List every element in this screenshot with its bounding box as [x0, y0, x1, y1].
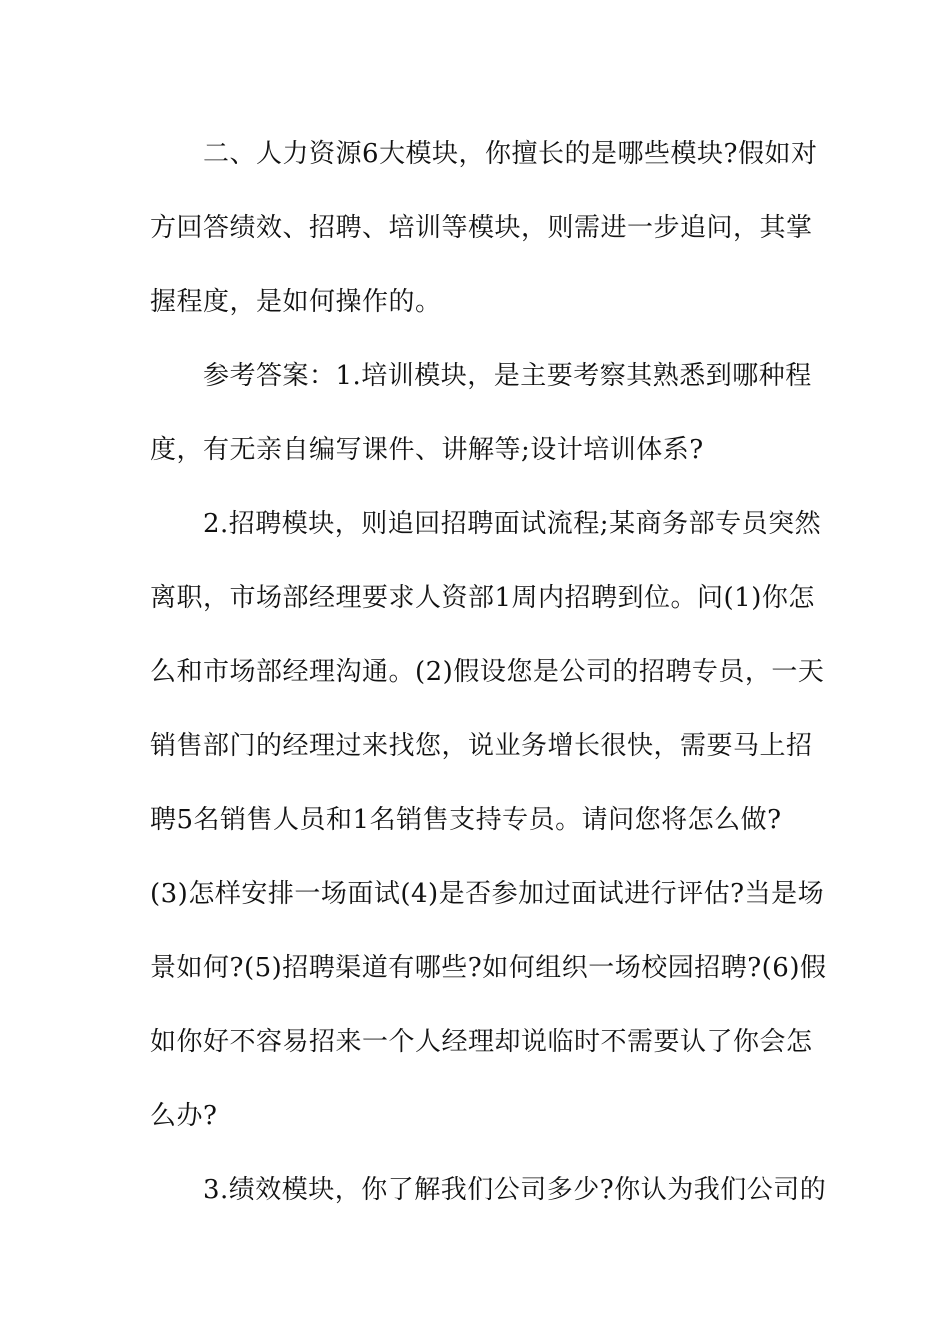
paragraph-3-line-5: 聘5名销售人员和1名销售支持专员。请问您将怎么做?	[150, 805, 782, 835]
paragraph-3-line-3: 么和市场部经理沟通。(2)假设您是公司的招聘专员，一天	[150, 657, 825, 687]
paragraph-1-line-2: 方回答绩效、招聘、培训等模块，则需进一步追问，其掌	[150, 213, 813, 243]
paragraph-3-line-7: 景如何?(5)招聘渠道有哪些?如何组织一场校园招聘?(6)假	[150, 953, 827, 983]
paragraph-2-line-2: 度，有无亲自编写课件、讲解等;设计培训体系?	[150, 435, 704, 465]
paragraph-3-line-6: (3)怎样安排一场面试(4)是否参加过面试进行评估?当是场	[150, 879, 825, 909]
paragraph-4-line-1: 3.绩效模块，你了解我们公司多少?你认为我们公司的	[203, 1175, 827, 1205]
paragraph-3-line-1: 2.招聘模块，则追回招聘面试流程;某商务部专员突然	[203, 509, 822, 539]
paragraph-3-line-9: 么办?	[150, 1101, 218, 1131]
paragraph-3-line-8: 如你好不容易招来一个人经理却说临时不需要认了你会怎	[150, 1027, 813, 1057]
paragraph-3-line-2: 离职，市场部经理要求人资部1周内招聘到位。问(1)你怎	[150, 583, 815, 613]
paragraph-2-line-1: 参考答案：1.培训模块，是主要考察其熟悉到哪种程	[203, 361, 812, 391]
paragraph-3-line-4: 销售部门的经理过来找您，说业务增长很快，需要马上招	[150, 731, 813, 761]
paragraph-1-line-3: 握程度，是如何操作的。	[150, 287, 442, 317]
paragraph-1-line-1: 二、人力资源6大模块，你擅长的是哪些模块?假如对	[203, 139, 818, 169]
